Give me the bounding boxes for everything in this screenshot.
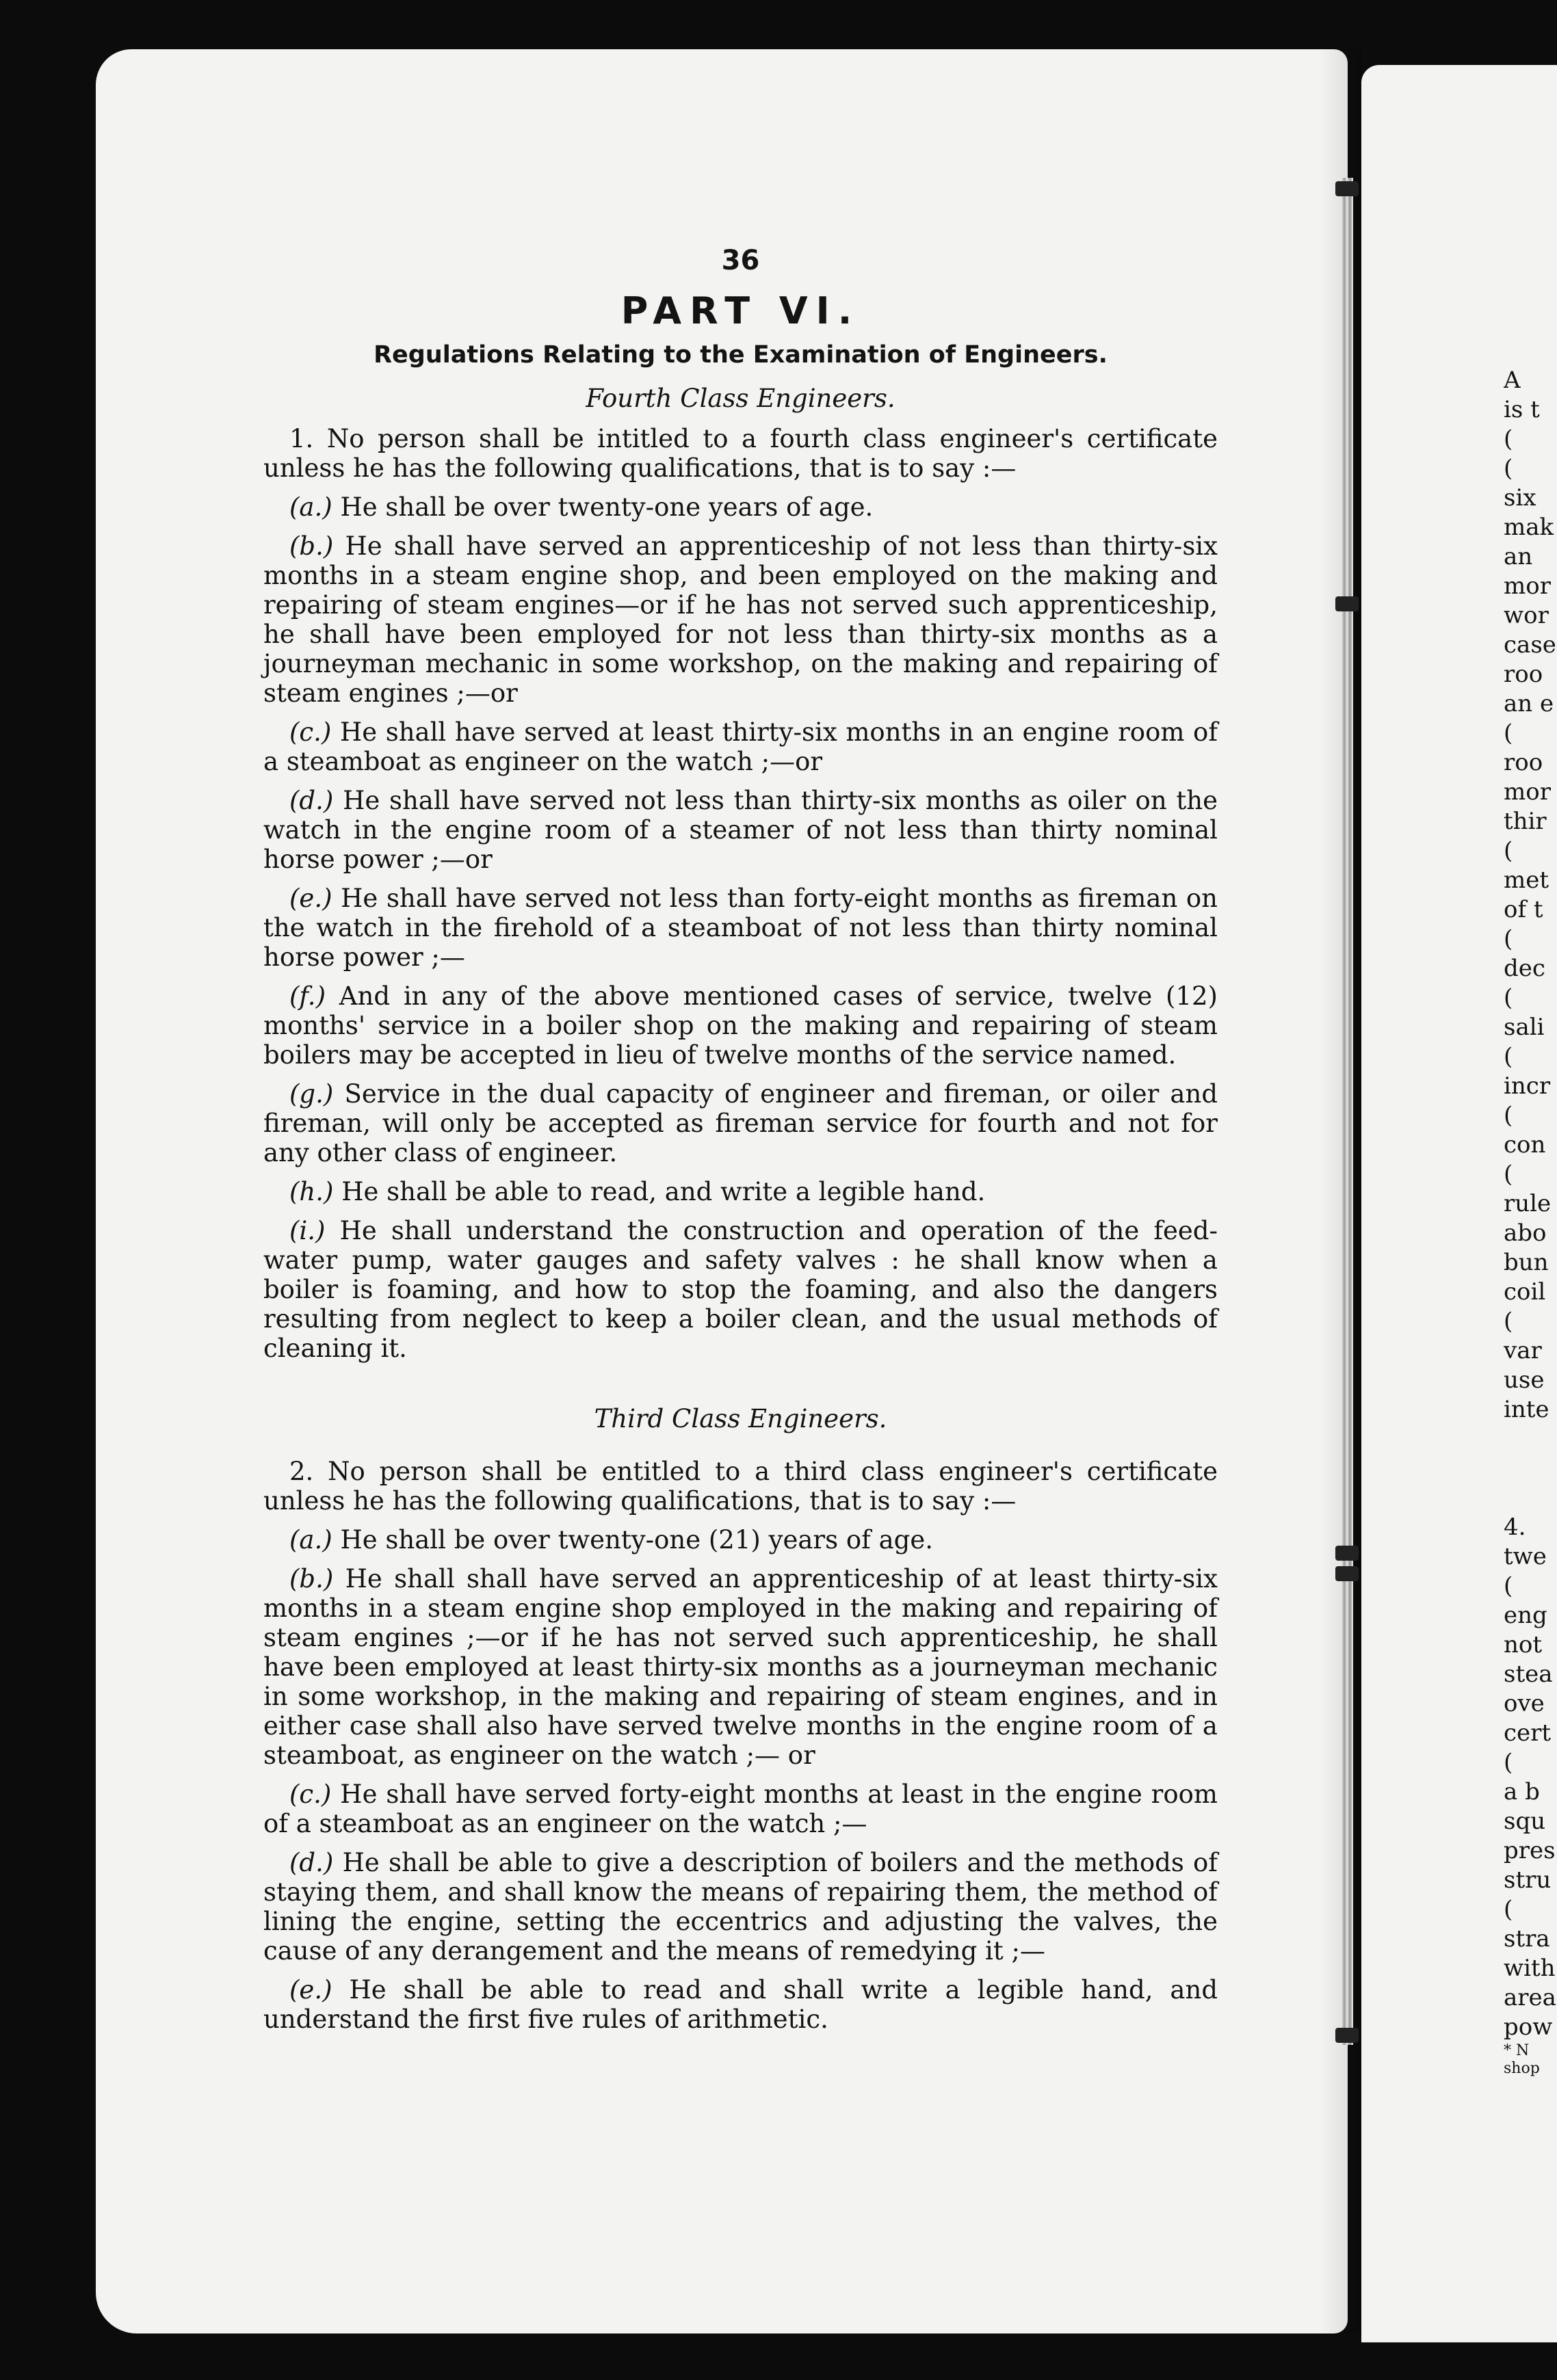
- clause-a: [263, 1525, 1218, 1555]
- facing-page-fragment: rule: [1504, 1190, 1552, 1217]
- clause-label: (a.): [289, 1525, 332, 1555]
- clause-g: [263, 1079, 1218, 1167]
- clause-d: [263, 786, 1218, 874]
- facing-page-fragment: stru: [1504, 1866, 1552, 1894]
- clause-text: He shall be able to read, and write a legible hand.: [341, 1177, 986, 1206]
- section-intro: 2. No person shall be entitled to a third class engineer's certificate unless he has the following qualifications, that is to say :—: [263, 1457, 1218, 1516]
- facing-page-fragment: sali: [1504, 1014, 1545, 1041]
- facing-page-fragment: wor: [1504, 602, 1549, 629]
- clause-a: [263, 492, 1218, 522]
- clause-text: He shall have served forty-eight months at least in the engine room of a steamboat as an engineer on the watch ;—: [263, 1780, 1218, 1838]
- facing-page-fragment: mor: [1504, 572, 1551, 600]
- facing-page-fragment: 4.: [1504, 1513, 1526, 1541]
- facing-page-fragment: twe: [1504, 1543, 1547, 1570]
- clause-text: And in any of the above mentioned cases of service, twelve (12) months' service in a boiler shop on the making and repairing of steam boilers may be accepted in lieu of twelve months of the service named.: [263, 981, 1218, 1070]
- clause-label: (c.): [289, 717, 332, 747]
- part-title: PART VI.: [620, 289, 861, 332]
- binding-clip: [1335, 596, 1359, 611]
- facing-page-fragment: roo: [1504, 749, 1543, 776]
- facing-page-fragment: (: [1504, 1308, 1513, 1335]
- clause-text: He shall be over twenty-one (21) years of age.: [340, 1525, 934, 1555]
- regulations-subtitle: Regulations Relating to the Examination of Engineers.: [374, 341, 1108, 369]
- facing-page-fragment: ove: [1504, 1690, 1545, 1717]
- clause-label: (f.): [289, 981, 326, 1011]
- facing-page-fragment: (: [1504, 719, 1513, 747]
- clause-text: He shall be able to give a description of boilers and the methods of staying them, and shall know the means of repairing them, the method of lining the engine, setting the eccentrics and adjusting the valves, the cause of any derangement and the means of remedying it ;—: [263, 1848, 1218, 1966]
- facing-page-fragment: use: [1504, 1366, 1545, 1394]
- facing-page-fragment: (: [1504, 1572, 1513, 1600]
- clause-label: (i.): [289, 1216, 326, 1245]
- facing-page-fragment: cert: [1504, 1719, 1552, 1747]
- facing-page-fragment: (: [1504, 984, 1513, 1012]
- section-intro: 1. No person shall be intitled to a fourth class engineer's certificate unless he has the following qualifications, that is to say :—: [263, 424, 1218, 483]
- clause-label: (a.): [289, 492, 332, 522]
- facing-page-fragment: an: [1504, 543, 1533, 570]
- clause-label: (b.): [289, 531, 334, 561]
- facing-page-fragment: mak: [1504, 514, 1554, 541]
- facing-page-fragment: var: [1504, 1337, 1542, 1364]
- facing-page-fragment: (: [1504, 455, 1513, 482]
- binding-clip: [1335, 2028, 1359, 2043]
- clause-text: He shall be able to read and shall write a legible hand, and understand the first five rules of arithmetic.: [263, 1975, 1218, 2034]
- clause-label: (e.): [289, 884, 332, 913]
- clause-text: He shall have served an apprenticeship of not less than thirty-six months in a steam engine shop, and been employed on the making and repairing of steam engines—or if he has not served such apprenticeship, he shall have been employed for not less than thirty-six months as a journeyman mechanic in some workshop, on the making and repairing of steam engines ;—or: [263, 531, 1218, 708]
- facing-page-fragment: (: [1504, 925, 1513, 953]
- facing-page-fragment: [1504, 1425, 1557, 1454]
- facing-page-fragment: [1504, 1454, 1557, 1483]
- binding-clip: [1335, 1566, 1359, 1581]
- facing-page-fragment: A: [1504, 367, 1521, 394]
- facing-page-edge-text: [1504, 366, 1557, 2078]
- facing-page-fragment: of t: [1504, 896, 1543, 923]
- clause-text: He shall be over twenty-one years of age.: [340, 492, 874, 522]
- facing-page-fragment: (: [1504, 1102, 1513, 1129]
- facing-page-fragment: is t: [1504, 396, 1540, 423]
- facing-page-fragment: abo: [1504, 1219, 1547, 1247]
- clause-f: [263, 981, 1218, 1070]
- binding-clip: [1335, 181, 1359, 196]
- facing-page-fragment: dec: [1504, 955, 1545, 982]
- facing-page-fragment: pres: [1504, 1837, 1556, 1864]
- facing-page-fragment: met: [1504, 867, 1549, 894]
- clause-label: (e.): [289, 1975, 332, 2005]
- facing-page-fragment: con: [1504, 1131, 1546, 1159]
- clause-i: [263, 1216, 1218, 1363]
- facing-page-fragment: pow: [1504, 2013, 1553, 2041]
- clause-label: (c.): [289, 1780, 332, 1809]
- section-third-class: [263, 1404, 1218, 2034]
- clause-text: He shall have served not less than thirty-six months as oiler on the watch in the engine room of a steamer of not less than thirty nominal horse power ;—or: [263, 786, 1218, 874]
- clause-e: [263, 884, 1218, 972]
- clause-label: (d.): [289, 786, 334, 815]
- clause-c: [263, 1780, 1218, 1838]
- clause-label: (h.): [289, 1177, 334, 1206]
- facing-page-fragment: (: [1504, 1043, 1513, 1070]
- clause-b: [263, 1564, 1218, 1770]
- facing-page-fragment: coil: [1504, 1278, 1546, 1306]
- facing-page-fragment: mor: [1504, 778, 1551, 806]
- facing-page-fragment: thir: [1504, 808, 1547, 835]
- clause-text: Service in the dual capacity of engineer and fireman, or oiler and fireman, will only be accepted as fireman service for fourth and not for any other class of engineer.: [263, 1079, 1218, 1167]
- facing-page-fragment: (: [1504, 1749, 1513, 1776]
- facing-page-fragment: (: [1504, 425, 1513, 453]
- facing-page-fragment: case: [1504, 631, 1556, 659]
- clause-label: (b.): [289, 1564, 334, 1594]
- facing-page-fragment: a b: [1504, 1778, 1540, 1806]
- facing-page-fragment: not: [1504, 1631, 1543, 1658]
- clause-label: (g.): [289, 1079, 334, 1109]
- facing-page-fragment: with: [1504, 1955, 1556, 1982]
- clause-text: He shall understand the construction and operation of the feed-water pump, water gauges and safety valves : he shall know when a boiler is foaming, and how to stop the foaming, and also the dangers resulting from neglect to keep a boiler clean, and the usual methods of cleaning it.: [263, 1216, 1218, 1363]
- section-heading: Fourth Class Engineers.: [586, 384, 895, 413]
- clause-text: He shall have served at least thirty-six months in an engine room of a steamboat as engineer on the watch ;—or: [263, 717, 1218, 776]
- clause-text: He shall shall have served an apprenticeship of at least thirty-six months in a steam engine shop employed in the making and repairing of steam engines ;—or if he has not served such apprenticeship, he shall have been employed at least thirty-six months as a journeyman mechanic in some workshop, in the making and repairing of steam engines, and in either case shall also have served twelve months in the engine room of a steamboat, as engineer on the watch ;— or: [263, 1564, 1218, 1770]
- facing-page-fragment: area: [1504, 1984, 1556, 2011]
- facing-page-fragment: squ: [1504, 1808, 1546, 1835]
- clause-h: [263, 1177, 1218, 1206]
- facing-page-fragment: [1504, 1483, 1557, 1513]
- binding-clip: [1335, 1546, 1359, 1561]
- clause-d: [263, 1848, 1218, 1966]
- facing-page-fragment: inte: [1504, 1396, 1549, 1423]
- facing-page-footnote: * N: [1504, 2042, 1530, 2059]
- section-heading: Third Class Engineers.: [594, 1404, 887, 1433]
- facing-page-footnote: shop: [1504, 2060, 1540, 2077]
- facing-page-fragment: (: [1504, 1896, 1513, 1923]
- facing-page-fragment: (: [1504, 837, 1513, 864]
- clause-c: [263, 717, 1218, 776]
- clause-e: [263, 1975, 1218, 2034]
- facing-page-fragment: stea: [1504, 1661, 1553, 1688]
- facing-page-fragment: (: [1504, 1161, 1513, 1188]
- page-number: 36: [721, 245, 760, 276]
- binding-gutter: [1341, 178, 1353, 2045]
- clause-b: [263, 531, 1218, 708]
- section-fourth-class: [263, 384, 1218, 1363]
- clause-text: He shall have served not less than forty-eight months as fireman on the watch in the firehold of a steamboat of not less than thirty nominal horse power ;—: [263, 884, 1218, 972]
- facing-page-fragment: incr: [1504, 1072, 1551, 1100]
- facing-page-fragment: an e: [1504, 690, 1554, 717]
- facing-page-fragment: roo: [1504, 661, 1543, 688]
- facing-page-fragment: six: [1504, 484, 1536, 512]
- clause-label: (d.): [289, 1848, 334, 1877]
- facing-page-fragment: eng: [1504, 1602, 1547, 1629]
- page-text: [263, 246, 1218, 2044]
- facing-page-fragment: stra: [1504, 1925, 1550, 1953]
- facing-page-fragment: bun: [1504, 1249, 1549, 1276]
